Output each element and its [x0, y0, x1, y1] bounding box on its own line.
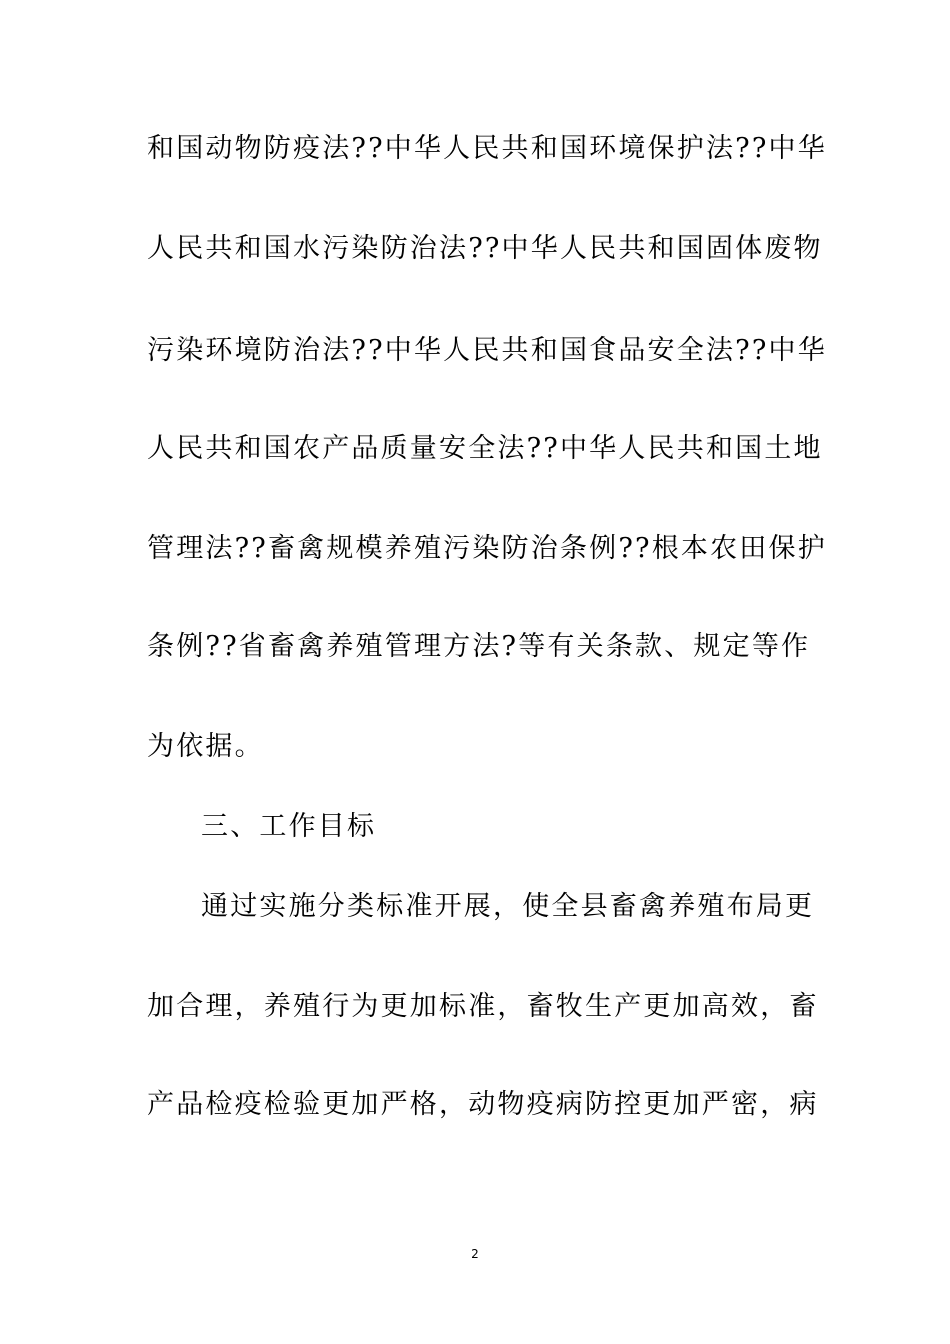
page-number: 2	[471, 1247, 479, 1261]
paragraph-line: 通过实施分类标准开展，使全县畜禽养殖布局更	[201, 891, 815, 922]
text-line: 人民共和国农产品质量安全法??中华人民共和国土地	[147, 433, 823, 464]
paragraph-line: 加合理，养殖行为更加标准，畜牧生产更加高效，畜	[147, 991, 819, 1022]
text-line: 管理法??畜禽规模养殖污染防治条例??根本农田保护	[147, 533, 827, 564]
text-line: 人民共和国水污染防治法??中华人民共和国固体废物	[147, 233, 823, 264]
section-heading: 三、工作目标	[201, 811, 377, 842]
text-line: 和国动物防疫法??中华人民共和国环境保护法??中华	[147, 133, 827, 164]
text-line: 为依据。	[147, 731, 264, 762]
text-line: 污染环境防治法??中华人民共和国食品安全法??中华	[147, 335, 827, 366]
text-line: 条例??省畜禽养殖管理方法?等有关条款、规定等作	[147, 631, 811, 662]
paragraph-line: 产品检疫检验更加严格，动物疫病防控更加严密，病	[147, 1089, 819, 1120]
